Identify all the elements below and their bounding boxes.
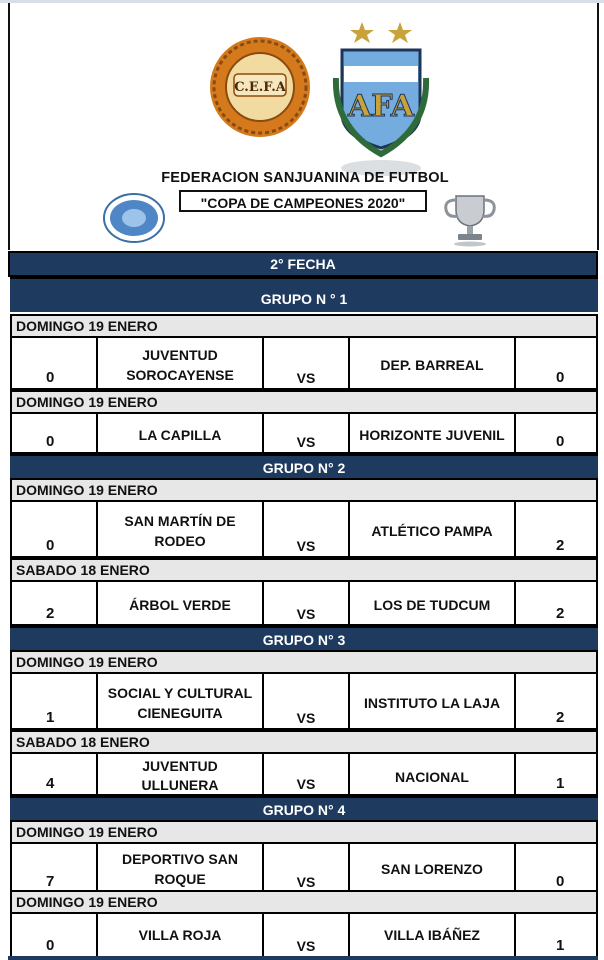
away-team: LOS DE TUDCUM xyxy=(373,597,491,613)
match-8-row xyxy=(10,914,598,960)
match-5-date: DOMINGO 19 ENERO xyxy=(10,650,598,674)
away-score: 1 xyxy=(556,775,565,792)
home-score: 4 xyxy=(46,775,55,792)
home-score: 0 xyxy=(46,369,55,386)
match-1-row xyxy=(10,338,598,390)
home-score: 7 xyxy=(46,873,55,890)
away-score: 0 xyxy=(556,369,565,386)
cefa-logo-text: C.E.F.A xyxy=(234,80,286,95)
match-2-row xyxy=(10,414,598,454)
trophy-icon xyxy=(440,190,500,248)
away-score: 2 xyxy=(556,605,565,622)
away-team: NACIONAL xyxy=(395,769,469,785)
match-4-date: SABADO 18 ENERO xyxy=(10,558,598,582)
vs-label: VS xyxy=(296,874,316,890)
home-team: LA CAPILLA xyxy=(138,427,222,443)
home-score: 0 xyxy=(46,433,55,450)
home-team: VILLA ROJA xyxy=(138,927,222,943)
home-team-line-1: JUVENTUD xyxy=(142,758,218,774)
home-team-line-2: RODEO xyxy=(154,533,206,549)
home-team-line-1: DEPORTIVO SAN xyxy=(122,851,238,867)
vs-label: VS xyxy=(296,370,316,386)
home-team-line-2: ULLUNERA xyxy=(141,777,219,793)
home-team-line-1: SOCIAL Y CULTURAL xyxy=(107,685,253,701)
group-3-header: GRUPO N° 3 xyxy=(10,626,598,650)
home-team-line-1: JUVENTUD xyxy=(142,347,218,363)
home-score: 2 xyxy=(46,605,55,622)
group-1-header: GRUPO N ° 1 xyxy=(10,277,598,312)
afa-logo-text: AFA xyxy=(347,89,415,124)
header xyxy=(0,0,604,250)
federation-logo xyxy=(102,192,166,244)
fecha-band: 2° FECHA xyxy=(8,251,598,277)
home-team-line-2: SOROCAYENSE xyxy=(126,367,234,383)
away-team: ATLÉTICO PAMPA xyxy=(371,523,493,539)
away-score: 2 xyxy=(556,709,565,726)
cefa-logo xyxy=(206,34,314,140)
away-score: 1 xyxy=(556,937,565,954)
vs-label: VS xyxy=(296,938,316,954)
match-5-row xyxy=(10,674,598,730)
match-7-date: DOMINGO 19 ENERO xyxy=(10,820,598,844)
away-team: VILLA IBÁÑEZ xyxy=(384,927,480,943)
match-4-row xyxy=(10,582,598,626)
match-3-date: DOMINGO 19 ENERO xyxy=(10,478,598,502)
away-score: 0 xyxy=(556,433,565,450)
afa-logo xyxy=(332,18,430,178)
vs-label: VS xyxy=(296,710,316,726)
group-4-header: GRUPO N° 4 xyxy=(10,796,598,820)
match-7-row xyxy=(10,844,598,894)
away-team: DEP. BARREAL xyxy=(380,357,484,373)
away-team: INSTITUTO LA LAJA xyxy=(363,695,501,711)
match-6-row xyxy=(10,754,598,796)
away-team: SAN LORENZO xyxy=(381,861,483,877)
away-team: HORIZONTE JUVENIL xyxy=(359,427,505,443)
cup-title: "COPA DE CAMPEONES 2020" xyxy=(179,190,427,212)
vs-label: VS xyxy=(296,538,316,554)
federation-title: FEDERACION SANJUANINA DE FUTBOL xyxy=(161,170,449,186)
vs-label: VS xyxy=(296,606,316,622)
home-team-line-1: SAN MARTÍN DE xyxy=(124,513,236,529)
group-2-header: GRUPO N° 2 xyxy=(10,454,598,478)
vs-label: VS xyxy=(296,776,316,792)
match-8-date: DOMINGO 19 ENERO xyxy=(10,890,598,914)
home-team-line-2: ROQUE xyxy=(154,871,206,887)
home-score: 0 xyxy=(46,937,55,954)
home-score: 1 xyxy=(46,709,55,726)
home-team-line-2: CIENEGUITA xyxy=(137,705,223,721)
bottom-band-edge xyxy=(8,956,598,960)
home-score: 0 xyxy=(46,537,55,554)
away-score: 2 xyxy=(556,537,565,554)
match-2-date: DOMINGO 19 ENERO xyxy=(10,390,598,414)
home-team: ÁRBOL VERDE xyxy=(129,597,231,613)
away-score: 0 xyxy=(556,873,565,890)
vs-label: VS xyxy=(296,434,316,450)
match-6-date: SABADO 18 ENERO xyxy=(10,730,598,754)
match-3-row xyxy=(10,502,598,558)
match-1-date: DOMINGO 19 ENERO xyxy=(10,314,598,338)
